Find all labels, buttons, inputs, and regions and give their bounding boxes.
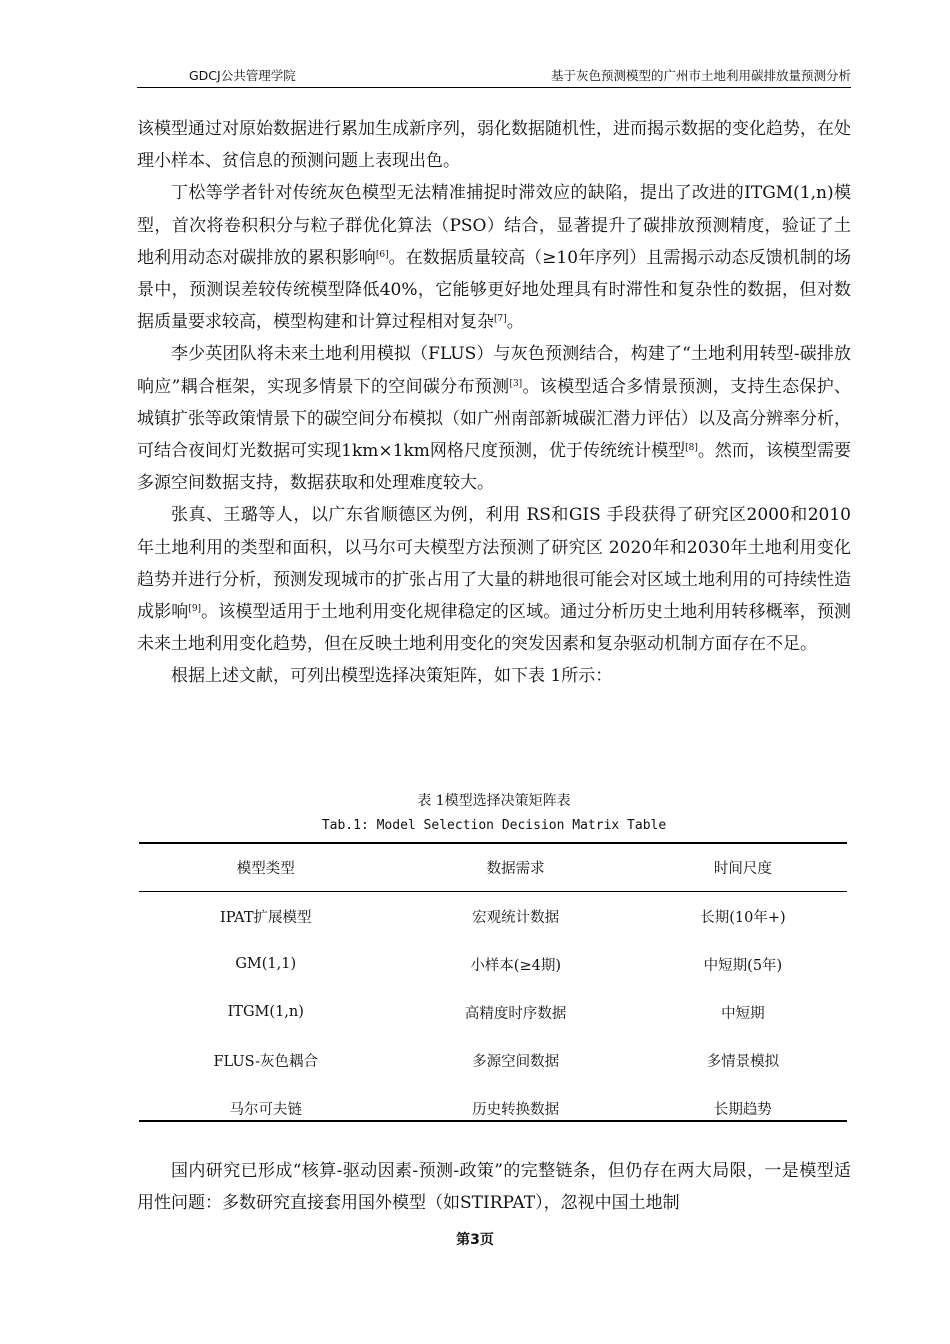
table-cell: 小样本(≥4期) [470, 957, 562, 974]
table-cell: 宏观统计数据 [472, 909, 560, 926]
table-caption-en: Tab.1: Model Selection Decision Matrix Table [321, 818, 667, 833]
table-bottom-rule [139, 1120, 847, 1122]
table-row [139, 892, 847, 941]
table-header-cell: 数据需求 [392, 844, 638, 892]
paragraph-3: 李少英团队将未来土地利用模拟（FLUS）与灰色预测结合，构建了“土地利用转型-碳排放响应”耦合框架，实现多情景下的空间碳分布预测[3]。该模型适合多情景预测，支持生态保护、城镇扩张等政策情景下的碳空间分布模拟（如广州南部新城碳汇潜力评估）以及高分辨率分析，可结合夜间灯光数据可实现1km×1km网格尺度预测，优于传统统计模型[8]。然而，该模型需要多源空间数据支持，数据获取和处理难度较大。 [137, 344, 852, 494]
table-cell: 马尔可夫链 [229, 1101, 302, 1118]
paragraph-4: 张真、王璐等人，以广东省顺德区为例，利用 RS和GIS 手段获得了研究区2000和2010年土地利用的类型和面积，以马尔可夫模型方法预测了研究区 2020年和2030年土地利用变化趋势并进行分析，预测发现城市的扩张占用了大量的耕地很可能会对区域土地利用的可持续性造成影响[9]。该模型适用于土地利用变化规律稳定的区域。通过分析历史土地利用转移概率，预测未来土地利用变化趋势，但在反映土地利用变化的突发因素和复杂驱动机制方面存在不足。 [137, 505, 851, 655]
table-row [139, 1036, 847, 1084]
decision-matrix-table [139, 844, 847, 1132]
citation-8: [8] [685, 443, 698, 454]
paragraph-6: 国内研究已形成“核算-驱动因素-预测-政策”的完整链条，但仍存在两大局限，一是模型适用性问题：多数研究直接套用国外模型（如STIRPAT），忽视中国土地制 [137, 1161, 851, 1214]
table-row [139, 988, 847, 1036]
citation-6: [6] [375, 249, 389, 260]
tail-text [137, 1155, 851, 1219]
table-cell: 高精度时序数据 [464, 1005, 567, 1022]
body-text [137, 113, 851, 693]
table-header-cell: 时间尺度 [639, 844, 847, 892]
citation-9: [9] [188, 604, 202, 615]
table-caption-cn: 表 1模型选择决策矩阵表 [417, 793, 571, 809]
table-cell: 历史转换数据 [472, 1101, 560, 1118]
table-cell: FLUS-灰色耦合 [213, 1053, 318, 1070]
table-row [139, 940, 847, 988]
table-cell: 长期(10年+) [700, 909, 786, 926]
table-header-row [139, 844, 847, 892]
table-cell: 中短期 [721, 1005, 765, 1022]
running-header [137, 66, 851, 86]
header-rule [137, 87, 851, 88]
citation-7: [7] [494, 314, 507, 325]
table-cell: ITGM(1,n) [227, 1004, 304, 1020]
table-header-cell: 模型类型 [139, 844, 392, 892]
citation-3: [3] [509, 378, 523, 389]
paragraph-5: 根据上述文献，可列出模型选择决策矩阵，如下表 1所示： [171, 666, 613, 687]
table-cell: IPAT扩展模型 [219, 909, 312, 926]
table-cell: 长期趋势 [713, 1101, 772, 1118]
table-cell: 多源空间数据 [472, 1053, 560, 1070]
header-institution: GDCJ公共管理学院 [189, 68, 296, 83]
paragraph-2: 丁松等学者针对传统灰色模型无法精准捕捉时滞效应的缺陷，提出了改进的ITGM(1,n)模型，首次将卷积积分与粒子群优化算法（PSO）结合，显著提升了碳排放预测精度，验证了土地利用动态对碳排放的累积影响[6]。在数据质量较高（≥10年序列）且需揭示动态反馈机制的场景中，预测误差较传统模型降低40%，它能够更好地处理具有时滞性和复杂性的数据，但对数据质量要求较高，模型构建和计算过程相对复杂[7]。 [137, 183, 852, 333]
table-cell: 中短期(5年) [703, 957, 783, 974]
table-cell: GM(1,1) [235, 956, 297, 972]
paragraph-1: 该模型通过对原始数据进行累加生成新序列，弱化数据随机性，进而揭示数据的变化趋势，在处理小样本、贫信息的预测问题上表现出色。 [137, 119, 851, 172]
table-row [139, 1084, 847, 1132]
table-cell: 多情景模拟 [706, 1053, 780, 1070]
page-number: 第3页 [456, 1232, 494, 1248]
header-paper-title: 基于灰色预测模型的广州市土地利用碳排放量预测分析 [550, 68, 851, 83]
